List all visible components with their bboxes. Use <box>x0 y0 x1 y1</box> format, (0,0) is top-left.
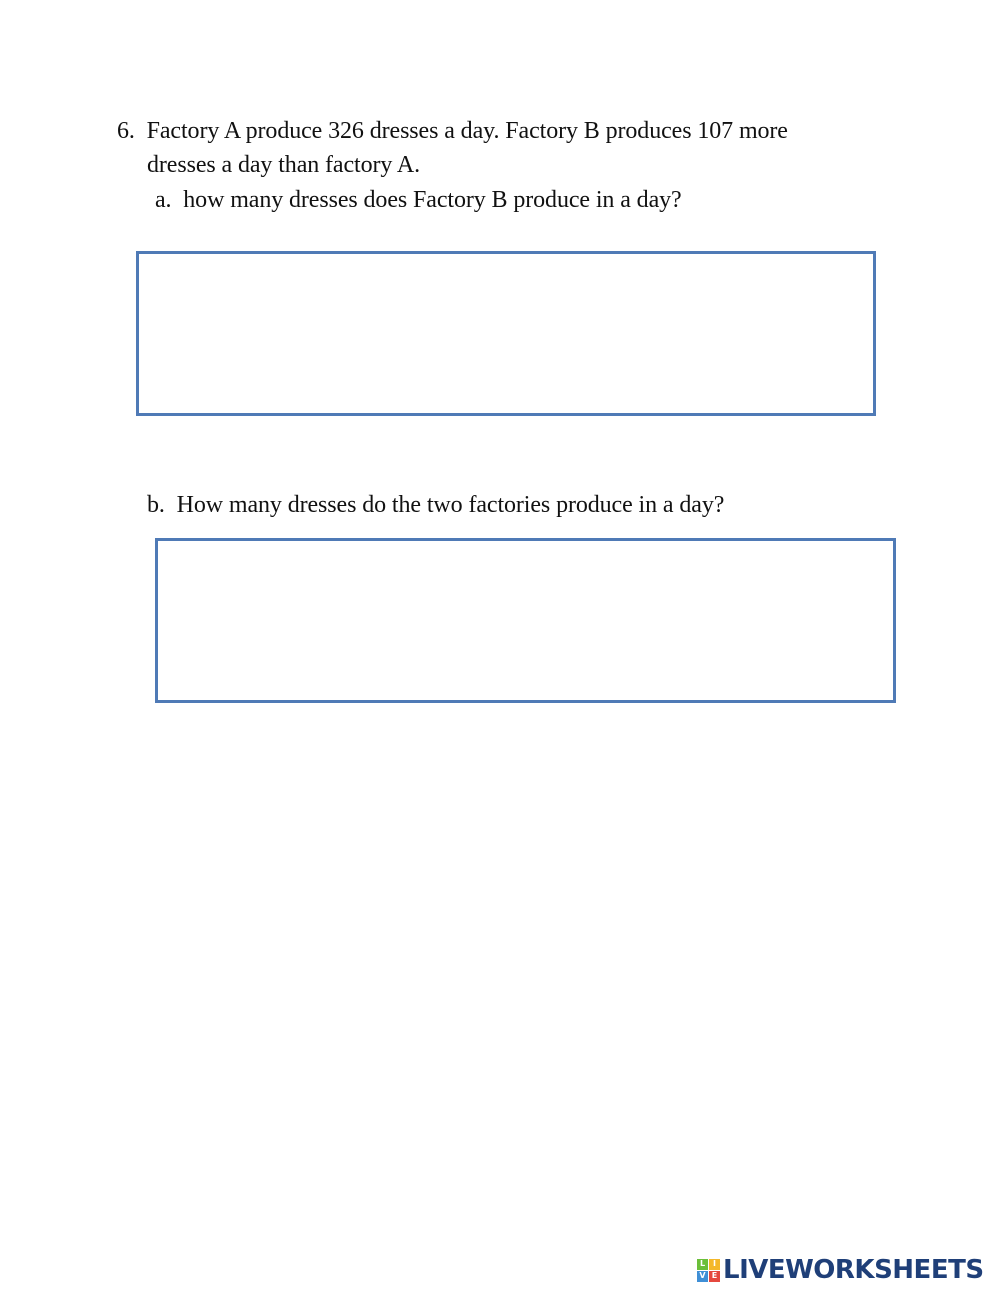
logo-block-e: E <box>709 1271 720 1282</box>
live-blocks-icon <box>697 1259 720 1282</box>
part-b-prompt <box>147 492 724 519</box>
answer-box-b[interactable] <box>155 538 896 703</box>
logo-block-v: V <box>697 1271 708 1282</box>
question-number: 6. <box>117 118 135 144</box>
answer-box-a[interactable] <box>136 251 876 416</box>
logo-block-l: L <box>697 1259 708 1270</box>
question-stem-line2: dresses a day than factory A. <box>147 152 421 178</box>
part-a-label: a. <box>155 187 172 213</box>
part-b-text: How many dresses do the two factories produce in a day? <box>176 492 725 518</box>
liveworksheets-logo <box>697 1255 984 1285</box>
part-a-text: how many dresses does Factory B produce in a day? <box>183 187 682 213</box>
part-a-prompt <box>155 187 682 214</box>
part-b-label: b. <box>147 492 165 518</box>
logo-block-i: I <box>709 1259 720 1270</box>
question-stem-text: Factory A produce 326 dresses a day. Factory B produces 107 more <box>146 118 788 144</box>
question-stem-line1 <box>117 118 788 145</box>
logo-text: LIVEWORKSHEETS <box>723 1255 984 1285</box>
